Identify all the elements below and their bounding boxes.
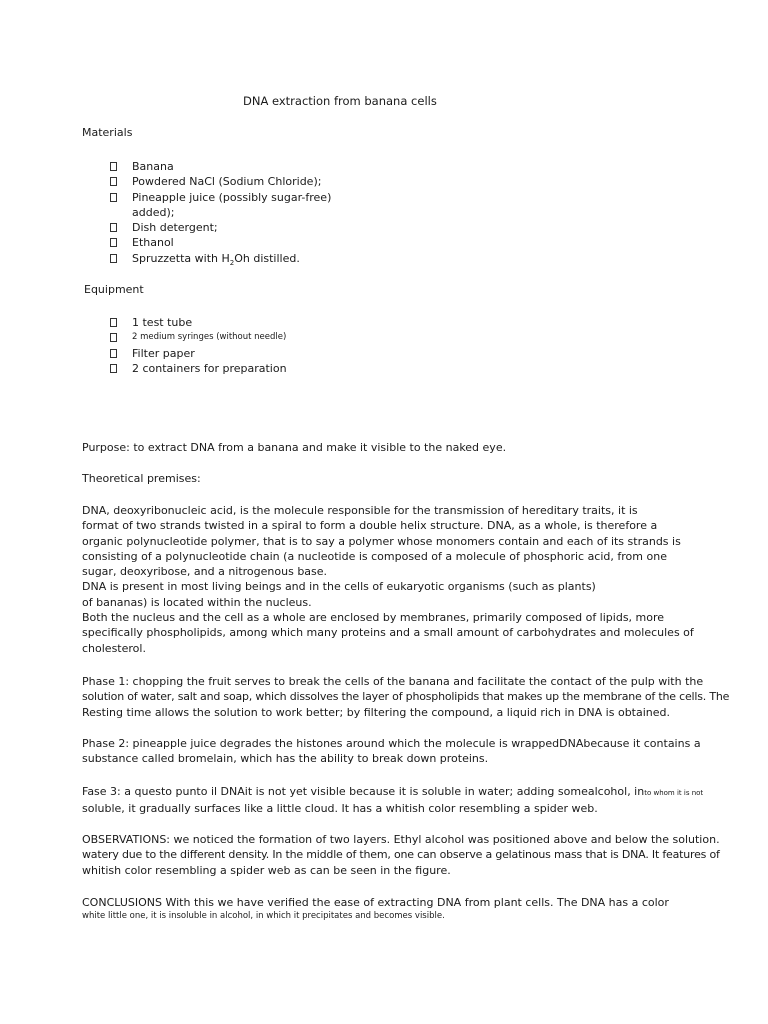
phase1-paragraph xyxy=(82,674,757,720)
checkbox-icon xyxy=(110,364,117,373)
equipment-heading: Equipment xyxy=(84,283,144,296)
purpose-text: Purpose: to extract DNA from a banana and make it visible to the naked eye. xyxy=(82,441,507,454)
list-item: Filter paper xyxy=(110,346,287,361)
premises-line: DNA is present in most living beings and in the cells of eukaryotic organisms (such as plants) xyxy=(82,580,596,594)
premises-line: format of two strands twisted in a spiral to form a double helix structure. DNA, as a whole, is therefore a xyxy=(82,519,658,533)
premises-line: Both the nucleus and the cell as a whole are enclosed by membranes, primarily composed of lipids, more xyxy=(82,611,665,625)
checkbox-icon xyxy=(110,349,117,358)
list-item: Banana xyxy=(110,159,331,174)
premises-heading: Theoretical premises: xyxy=(82,472,201,485)
observations-paragraph xyxy=(82,832,757,878)
list-item: 2 containers for preparation xyxy=(110,361,287,376)
phase1-line: Phase 1: chopping the fruit serves to break the cells of the banana and facilitate the contact of the pulp with the xyxy=(82,675,704,688)
phase2-line: Phase 2: pineapple juice degrades the histones around which the molecule is wrappedDNAbecause it contains a xyxy=(82,737,701,750)
premises-line: DNA, deoxyribonucleic acid, is the molecule responsible for the transmission of hereditary traits, it is xyxy=(82,504,638,517)
premises-line: sugar, deoxyribose, and a nitrogenous base. xyxy=(82,565,328,579)
conclusions-line: white little one, it is insoluble in alcohol, in which it precipitates and becomes visible. xyxy=(82,911,445,922)
list-item: Dish detergent; xyxy=(110,220,331,235)
premises-line: of bananas) is located within the nucleus. xyxy=(82,595,312,609)
premises-line: organic polynucleotide polymer, that is to say a polymer whose monomers contain and each of its strands is xyxy=(82,534,681,548)
phase2-paragraph xyxy=(82,736,742,767)
document-title: DNA extraction from banana cells xyxy=(243,94,437,108)
checkbox-icon xyxy=(110,177,117,186)
materials-list xyxy=(110,159,331,271)
conclusions-paragraph xyxy=(82,895,742,922)
list-item: 1 test tube xyxy=(110,315,287,330)
conclusions-line: CONCLUSIONS With this we have verified the ease of extracting DNA from plant cells. The DNA has a color xyxy=(82,896,669,909)
premises-line: cholesterol. xyxy=(82,641,146,655)
observations-line: OBSERVATIONS: we noticed the formation of two layers. Ethyl alcohol was positioned above and below the solution. xyxy=(82,833,720,846)
list-item: Spruzzetta with $H_2Oh$ distilled. xyxy=(110,251,331,271)
checkbox-icon xyxy=(110,238,117,247)
phase3-line: soluble, it gradually surfaces like a little cloud. It has a whitish color resembling a spider web. xyxy=(82,802,598,816)
phase1-line: Resting time allows the solution to work better; by filtering the compound, a liquid rich in DNA is obtained. xyxy=(82,705,671,719)
phase3-line: Fase 3: a questo punto il DNAit is not yet visible because it is soluble in water; adding somealcohol, into whom it is not xyxy=(82,785,704,798)
list-item: Ethanol xyxy=(110,235,331,250)
phase1-line: solution of water, salt and soap, which dissolves the layer of phospholipids that makes up the membrane of the cells. The xyxy=(82,690,730,704)
premises-line: consisting of a polynucleotide chain (a nucleotide is composed of a molecule of phosphoric acid, from one xyxy=(82,549,667,563)
checkbox-icon xyxy=(110,333,117,342)
checkbox-icon xyxy=(110,162,117,171)
observations-line: watery due to the different density. In the middle of them, one can observe a gelatinous mass that is DNA. It features of xyxy=(82,848,720,862)
list-item: Pineapple juice (possibly sugar-free) added); xyxy=(110,190,331,221)
premises-paragraph xyxy=(82,503,742,656)
materials-heading: Materials xyxy=(82,126,133,139)
premises-line: specifically phospholipids, among which many proteins and a small amount of carbohydrates and molecules of xyxy=(82,626,694,640)
checkbox-icon xyxy=(110,193,117,202)
checkbox-icon xyxy=(110,318,117,327)
equipment-list xyxy=(110,315,287,376)
phase3-paragraph xyxy=(82,784,742,817)
list-item: Powdered NaCl (Sodium Chloride); xyxy=(110,174,331,189)
checkbox-icon xyxy=(110,223,117,232)
phase2-line: substance called bromelain, which has the ability to break down proteins. xyxy=(82,752,489,766)
checkbox-icon xyxy=(110,254,117,263)
list-item: 2 medium syringes (without needle) xyxy=(110,330,287,345)
observations-line: whitish color resembling a spider web as can be seen in the figure. xyxy=(82,863,451,877)
